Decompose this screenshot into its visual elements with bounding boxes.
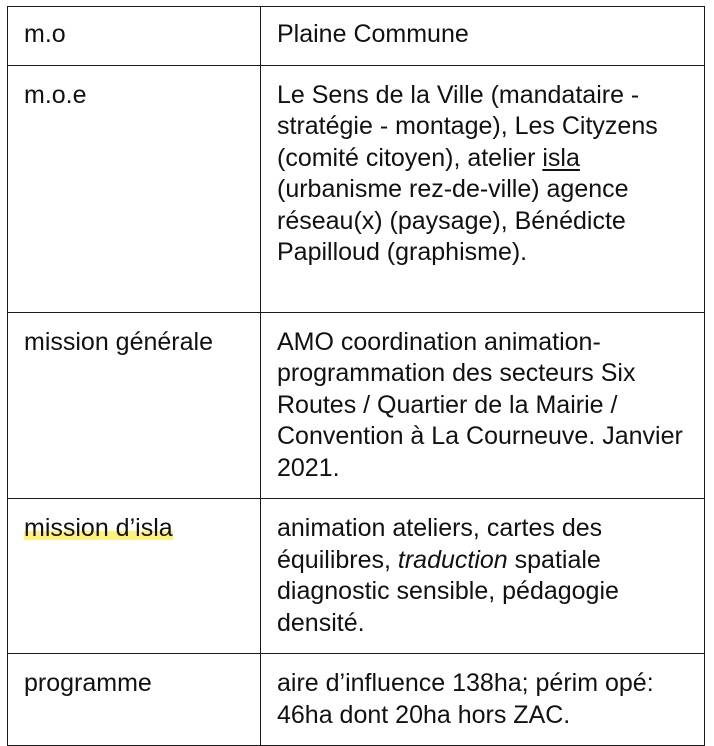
table-row	[8, 499, 705, 654]
row-label: mission générale	[8, 312, 261, 499]
italic-term: traduction	[397, 545, 508, 574]
table-row	[8, 65, 705, 312]
value-text: animation ateliers, cartes des équilibres,	[277, 514, 603, 574]
value-text: spatiale diagnostic sensible, pédagogie densité.	[277, 545, 619, 637]
table-row	[8, 312, 705, 499]
info-table	[7, 6, 705, 746]
row-value	[261, 499, 705, 654]
isla-link[interactable]: isla	[542, 143, 580, 172]
row-value: aire d’influence 138ha; périm opé: 46ha dont 20ha hors ZAC.	[261, 654, 705, 746]
row-value: AMO coordination animation-programmation des secteurs Six Routes / Quartier de la Mairie / Convention à La Courneuve. Janvier 2021.	[261, 312, 705, 499]
row-label: programme	[8, 654, 261, 746]
row-label	[8, 499, 261, 654]
row-value: Plaine Commune	[261, 7, 705, 66]
row-label: m.o	[8, 7, 261, 66]
row-value	[261, 65, 705, 312]
table-row	[8, 654, 705, 746]
value-text: (urbanisme rez-de-ville) agence réseau(x) (paysage), Bénédicte Papilloud (graphisme).	[277, 175, 629, 266]
row-label: m.o.e	[8, 65, 261, 312]
highlighted-label: mission d’isla	[24, 514, 173, 542]
value-text: Le Sens de la Ville (mandataire - stratégie - montage), Les Cityzens (comité citoyen), atelier	[277, 80, 658, 172]
table-row	[8, 7, 705, 66]
